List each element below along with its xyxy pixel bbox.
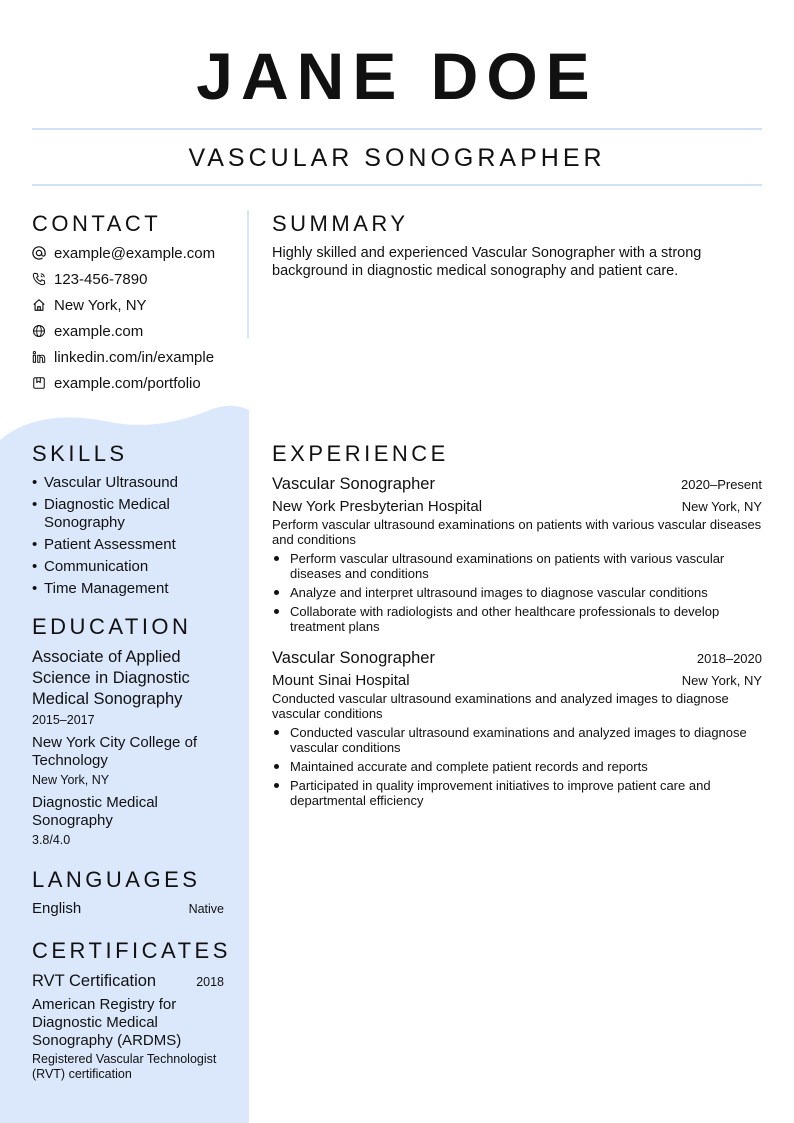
summary-heading: SUMMARY (272, 211, 409, 236)
certificate-issuer: American Registry for Diagnostic Medical Sonography (ARDMS) (32, 996, 182, 1049)
certificate-row (32, 971, 224, 992)
contact-location (32, 292, 242, 318)
globe-icon (32, 324, 54, 338)
certificate-name: RVT Certification (32, 972, 157, 990)
portfolio-icon (32, 376, 54, 390)
contact-location-text: New York, NY (54, 296, 147, 314)
job-entry (272, 648, 762, 808)
job-location: New York, NY (681, 673, 762, 688)
skills-heading: SKILLS (32, 441, 128, 466)
job-dates: 2018–2020 (696, 651, 762, 666)
certificates-heading: CERTIFICATES (32, 938, 231, 963)
language-name: English (32, 900, 82, 917)
job-description: Conducted vascular ultrasound examinations and analyzed images to diagnose vascular conditions (272, 691, 729, 721)
contact-heading: CONTACT (32, 211, 162, 236)
contact-phone[interactable] (32, 266, 242, 292)
job-entry (272, 474, 762, 634)
job-bullet: Perform vascular ultrasound examinations on patients with various vascular diseases and conditions (272, 551, 762, 581)
certificates-section (32, 937, 231, 1082)
job-title: Vascular Sonographer (272, 475, 435, 493)
contact-email-text: example@example.com (54, 244, 216, 262)
experience-section (272, 440, 762, 812)
job-bullet: Collaborate with radiologists and other healthcare professionals to develop treatment plans (272, 604, 762, 634)
contact-website[interactable] (32, 318, 242, 344)
contact-portfolio-text: example.com/portfolio (54, 374, 201, 392)
job-bullet: Conducted vascular ultrasound examinations and analyzed images to diagnose vascular conditions (272, 725, 762, 755)
contact-website-text: example.com (54, 322, 144, 340)
skill-item: • Time Management (32, 580, 169, 597)
linkedin-icon (32, 350, 54, 364)
education-location: New York, NY (32, 773, 110, 787)
certificate-description: Registered Vascular Technologist (RVT) certification (32, 1052, 217, 1081)
education-section (32, 613, 232, 848)
skill-item: • Diagnostic Medical Sonography (32, 496, 170, 531)
phone-icon (32, 272, 54, 286)
education-school: New York City College of Technology (32, 734, 198, 769)
contact-portfolio[interactable] (32, 370, 242, 396)
education-field: Diagnostic Medical Sonography (32, 794, 158, 829)
languages-section (32, 866, 224, 918)
job-dates: 2020–Present (681, 477, 762, 492)
education-gpa: 3.8/4.0 (32, 833, 71, 847)
at-icon (32, 246, 54, 260)
job-company: Mount Sinai Hospital (272, 672, 410, 689)
summary-text: Highly skilled and experienced Vascular Sonographer with a strong background in diagnostic medical sonography and patient care. (272, 245, 702, 279)
job-location: New York, NY (681, 499, 762, 514)
skill-item: • Vascular Ultrasound (32, 474, 178, 491)
column-divider (247, 210, 249, 338)
contact-email[interactable] (32, 240, 242, 266)
job-bullet: Analyze and interpret ultrasound images to diagnose vascular conditions (272, 585, 762, 600)
header-top-rule (32, 128, 762, 130)
education-degree: Associate of Applied Science in Diagnostic Medical Sonography (32, 648, 190, 708)
contact-linkedin-text: linkedin.com/in/example (54, 348, 215, 366)
skill-item: • Patient Assessment (32, 536, 176, 553)
job-bullet: Participated in quality improvement initiatives to improve patient care and departmental efficiency (272, 778, 762, 808)
contact-phone-text: 123-456-7890 (54, 270, 148, 288)
contact-section (32, 210, 242, 396)
contact-linkedin[interactable] (32, 344, 242, 370)
job-bullet: Maintained accurate and complete patient records and reports (272, 759, 762, 774)
candidate-name: JANE DOE (196, 39, 598, 113)
skills-section (32, 440, 232, 602)
job-description: Perform vascular ultrasound examinations on patients with various vascular diseases and conditions (272, 517, 762, 547)
header-bottom-rule (32, 184, 762, 186)
home-icon (32, 298, 54, 312)
job-company: New York Presbyterian Hospital (272, 498, 483, 515)
experience-heading: EXPERIENCE (272, 441, 449, 466)
skill-item: • Communication (32, 558, 149, 575)
education-heading: EDUCATION (32, 614, 192, 639)
education-dates: 2015–2017 (32, 713, 95, 727)
job-title: Vascular Sonographer (272, 649, 435, 667)
language-level: Native (188, 902, 224, 916)
job-title-heading: VASCULAR SONOGRAPHER (188, 144, 606, 172)
summary-section (272, 210, 752, 280)
languages-heading: LANGUAGES (32, 867, 201, 892)
certificate-year: 2018 (196, 975, 224, 989)
language-row (32, 900, 224, 918)
